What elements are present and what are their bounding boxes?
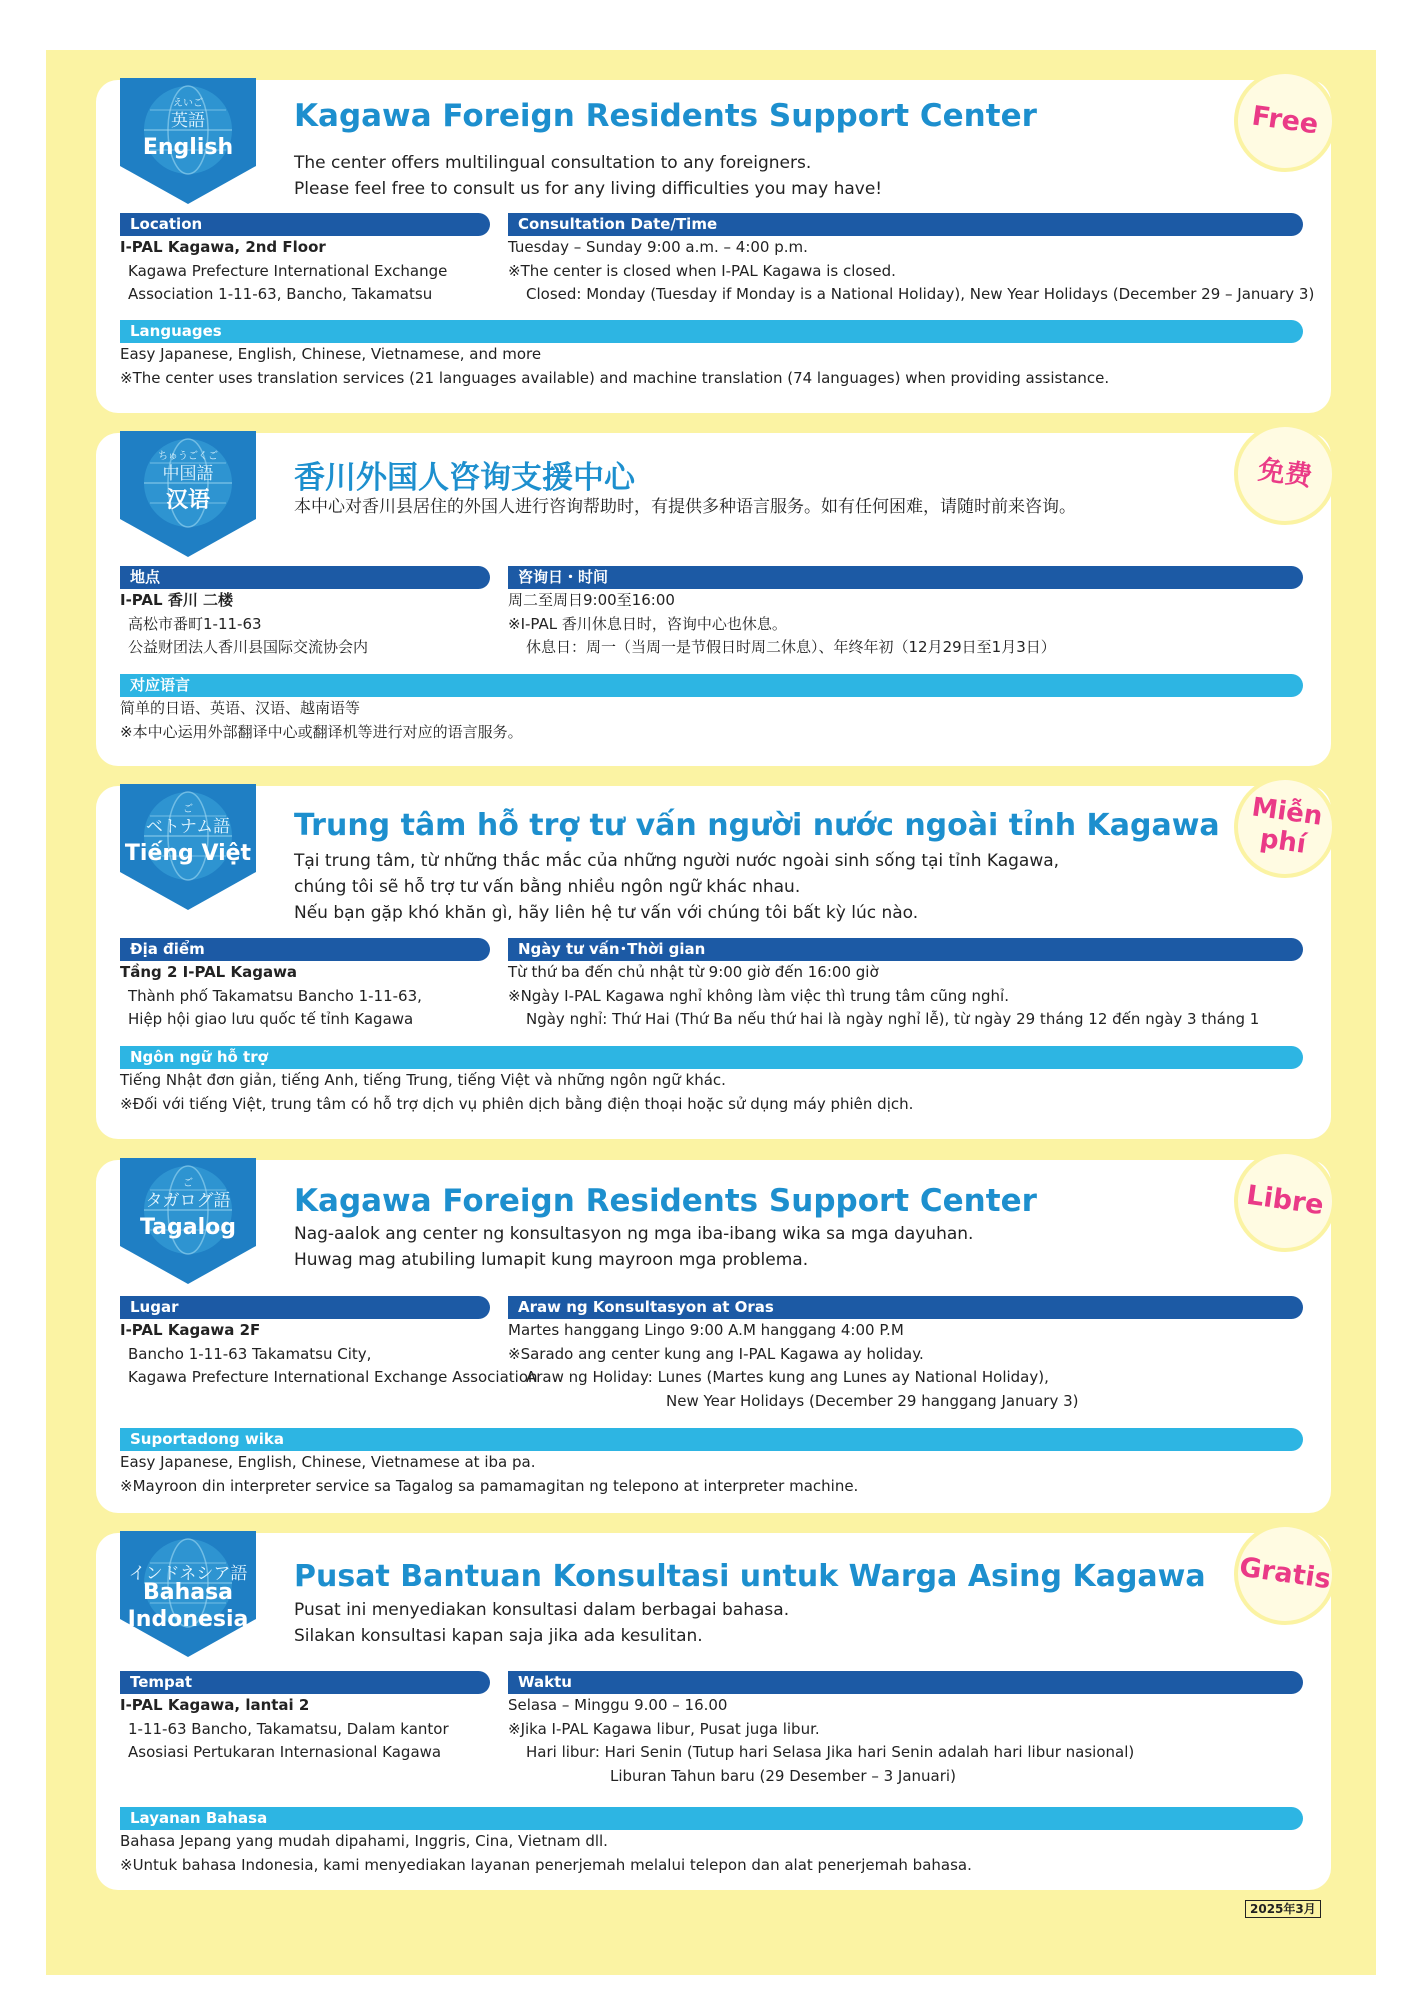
time-label: 咨询日・时间 [508, 566, 1303, 589]
location-line: Bancho 1-11-63 Takamatsu City, [128, 1344, 372, 1363]
badge-ruby: えいご [173, 98, 203, 109]
language-badge [120, 431, 256, 561]
badge-language-name: Tagalog [139, 1215, 236, 1240]
section-description: Huwag mag atubiling lumapit kung mayroon mga problema. [294, 1250, 809, 1270]
time-label: Consultation Date/Time [508, 213, 1303, 236]
time-line: ※I-PAL 香川休息日时，咨询中心也休息。 [508, 614, 787, 633]
free-text: 免费 [1256, 454, 1314, 493]
time-line: 周二至周日9:00至16:00 [508, 591, 675, 609]
location-line: 公益财团法人香川县国际交流协会内 [128, 638, 369, 656]
location-main [120, 236, 326, 260]
time-line: ※Jika I-PAL Kagawa libur, Pusat juga libur. [508, 1719, 820, 1738]
location-main-text: I-PAL Kagawa, lantai 2 [120, 1696, 310, 1714]
location-main [120, 1319, 260, 1343]
badge-language-name: Tiếng Việt [124, 841, 252, 866]
time-line: ※Ngày I-PAL Kagawa nghỉ không làm việc thì trung tâm cũng nghỉ. [508, 986, 1009, 1005]
location-main [120, 589, 233, 613]
location-line: Kagawa Prefecture International Exchange Association [128, 1368, 538, 1386]
time-line: Martes hanggang Lingo 9:00 A.M hanggang 4:00 P.M [508, 1321, 904, 1339]
time-indent-line: Araw ng Holiday: Lunes (Martes kung ang Lunes ay National Holiday), [526, 1368, 1049, 1386]
location-main [120, 1694, 309, 1718]
time-label: Waktu [508, 1671, 1303, 1694]
languages-line: ※Untuk bahasa Indonesia, kami menyediakan layanan penerjemah melalui telepon dan alat penerjemah bahasa. [120, 1855, 972, 1874]
languages-line: ※Đối với tiếng Việt, trung tâm có hỗ trợ dịch vụ phiên dịch bằng điện thoại hoặc sử dụng máy phiên dịch. [120, 1094, 914, 1113]
time-indent-line: 休息日：周一（当周一是节假日时周二休息）、年终年初（12月29日至1月3日） [526, 638, 1056, 656]
free-text: Miễn [1249, 792, 1325, 832]
section-description: chúng tôi sẽ hỗ trợ tư vấn bằng nhiều ngôn ngữ khác nhau. [294, 877, 801, 897]
languages-line: ※Mayroon din interpreter service sa Tagalog sa pamamagitan ng telepono at interpreter machine. [120, 1476, 859, 1495]
badge-ruby: ご [183, 804, 193, 815]
section-title: Kagawa Foreign Residents Support Center [294, 1183, 1037, 1219]
language-badge [120, 1531, 256, 1661]
time-line: Tuesday – Sunday 9:00 a.m. – 4:00 p.m. [508, 238, 808, 256]
languages-line: Easy Japanese, English, Chinese, Vietnamese, and more [120, 345, 542, 363]
location-main-text: I-PAL Kagawa, 2nd Floor [120, 238, 326, 256]
time-indent-line: Closed: Monday (Tuesday if Monday is a National Holiday), New Year Holidays (December 29 – January 3) [526, 285, 1315, 303]
location-main-text: I-PAL 香川 二楼 [120, 591, 234, 609]
languages-line: Tiếng Nhật đơn giản, tiếng Anh, tiếng Trung, tiếng Việt và những ngôn ngữ khác. [120, 1071, 726, 1089]
location-line: Asosiasi Pertukaran Internasional Kagawa [128, 1743, 442, 1761]
time-indent-line: Liburan Tahun baru (29 Desember – 3 Januari) [610, 1766, 956, 1785]
section-description: 本中心对香川县居住的外国人进行咨询帮助时，有提供多种语言服务。如有任何困难，请随时前来咨询。 [294, 497, 1076, 517]
badge-language-name: Indonesia [127, 1607, 249, 1632]
location-label: Địa điểm [120, 938, 490, 961]
free-text: phí [1258, 823, 1308, 860]
badge-ruby: ご [183, 1178, 193, 1189]
location-label: 地点 [120, 566, 490, 589]
languages-line: ※本中心运用外部翻译中心或翻译机等进行对应的语言服务。 [120, 722, 523, 741]
free-text: Gratis [1237, 1551, 1333, 1596]
time-line: ※The center is closed when I-PAL Kagawa is closed. [508, 261, 896, 280]
section-description: The center offers multilingual consultation to any foreigners. [294, 153, 812, 173]
badge-japanese-name: ベトナム語 [145, 817, 231, 837]
languages-line: ※The center uses translation services (21 languages available) and machine translation (74 languages) when providing assistance. [120, 368, 1110, 387]
section-title: Trung tâm hỗ trợ tư vấn người nước ngoài tỉnh Kagawa [294, 808, 1220, 843]
location-line: Hiệp hội giao lưu quốc tế tỉnh Kagawa [128, 1010, 414, 1028]
time-indent-line: Hari libur: Hari Senin (Tutup hari Selasa Jika hari Senin adalah hari libur nasional) [526, 1743, 1135, 1761]
badge-japanese-name: 英語 [171, 111, 205, 131]
section-title: Kagawa Foreign Residents Support Center [294, 98, 1037, 134]
location-line: Thành phố Takamatsu Bancho 1-11-63, [128, 986, 422, 1005]
section-description: Nếu bạn gặp khó khăn gì, hãy liên hệ tư vấn với chúng tôi bất kỳ lúc nào. [294, 903, 919, 923]
time-label: Ngày tư vấn･Thời gian [508, 938, 1303, 961]
issue-date: 2025年3月 [1245, 1900, 1321, 1918]
time-line: Từ thứ ba đến chủ nhật từ 9:00 giờ đến 16:00 giờ [508, 963, 879, 981]
time-line: Selasa – Minggu 9.00 – 16.00 [508, 1696, 728, 1714]
time-label: Araw ng Konsultasyon at Oras [508, 1296, 1303, 1319]
section-description: Nag-aalok ang center ng konsultasyon ng mga iba-ibang wika sa mga dayuhan. [294, 1224, 974, 1244]
badge-language-name: 汉语 [165, 488, 210, 513]
section-description: Tại trung tâm, từ những thắc mắc của những người nước ngoài sinh sống tại tỉnh Kagawa, [294, 851, 1060, 871]
languages-line: Easy Japanese, English, Chinese, Vietnamese at iba pa. [120, 1453, 536, 1471]
badge-japanese-name: インドネシア語 [128, 1564, 248, 1584]
language-badge [120, 78, 256, 208]
section-description: Pusat ini menyediakan konsultasi dalam berbagai bahasa. [294, 1600, 790, 1620]
language-badge [120, 784, 256, 914]
section-title: Pusat Bantuan Konsultasi untuk Warga Asing Kagawa [294, 1559, 1206, 1594]
languages-line: Bahasa Jepang yang mudah dipahami, Inggris, Cina, Vietnam dll. [120, 1832, 608, 1850]
location-main [120, 961, 297, 985]
time-line: ※Sarado ang center kung ang I-PAL Kagawa ay holiday. [508, 1344, 924, 1363]
badge-japanese-name: タガログ語 [145, 1191, 231, 1211]
location-line: 高松市番町1-11-63 [128, 614, 262, 633]
location-main-text: I-PAL Kagawa 2F [120, 1321, 261, 1339]
time-indent-line: Ngày nghỉ: Thứ Hai (Thứ Ba nếu thứ hai là ngày nghỉ lễ), từ ngày 29 tháng 12 đến ngày 3 tháng 1 [526, 1010, 1260, 1028]
languages-label: 对应语言 [120, 674, 1303, 697]
location-line: Association 1-11-63, Bancho, Takamatsu [128, 285, 433, 303]
languages-label: Languages [120, 320, 1303, 343]
languages-label: Suportadong wika [120, 1428, 1303, 1451]
free-text: Libre [1244, 1179, 1326, 1222]
languages-label: Ngôn ngữ hỗ trợ [120, 1046, 1303, 1069]
section-description: Please feel free to consult us for any living difficulties you may have! [294, 179, 883, 199]
time-indent-line: New Year Holidays (December 29 hanggang January 3) [666, 1391, 1079, 1410]
languages-line: 简单的日语、英语、汉语、越南语等 [120, 699, 361, 717]
languages-label: Layanan Bahasa [120, 1807, 1303, 1830]
location-label: Lugar [120, 1296, 490, 1319]
location-line: 1-11-63 Bancho, Takamatsu, Dalam kantor [128, 1719, 449, 1738]
section-title: 香川外国人咨询支援中心 [294, 460, 635, 496]
badge-language-name: English [142, 135, 234, 160]
location-line: Kagawa Prefecture International Exchange [128, 261, 448, 280]
language-badge [120, 1158, 256, 1288]
badge-language-name: Bahasa [142, 1580, 234, 1605]
section-description: Silakan konsultasi kapan saja jika ada kesulitan. [294, 1626, 703, 1646]
free-text: Free [1249, 100, 1321, 141]
location-label: Location [120, 213, 490, 236]
badge-ruby: ちゅうごくご [158, 451, 218, 462]
location-label: Tempat [120, 1671, 490, 1694]
badge-japanese-name: 中国語 [162, 464, 214, 484]
location-main-text: Tầng 2 I-PAL Kagawa [120, 963, 298, 981]
